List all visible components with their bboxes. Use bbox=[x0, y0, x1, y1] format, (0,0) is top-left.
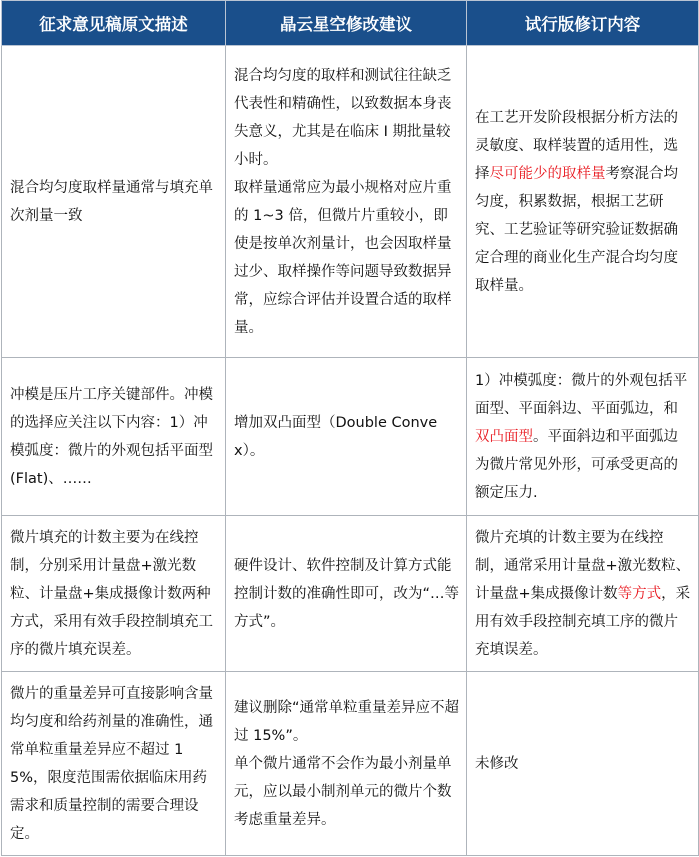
revision-cell bbox=[467, 46, 699, 358]
table-row bbox=[2, 672, 699, 856]
revision-highlight: 尽可能少的取样量 bbox=[489, 165, 606, 182]
suggestion-paragraph: 混合均匀度的取样和测试往往缺乏代表性和精确性，以致数据本身丧失意义，尤其是在临床 I 期批量较小时。 bbox=[234, 67, 452, 168]
revision-text: 未修改 bbox=[475, 755, 519, 772]
suggestion-cell bbox=[226, 46, 467, 358]
comparison-table bbox=[1, 0, 699, 856]
suggestion-paragraph: 建议删除“通常单粒重量差异应不超过 15%”。 bbox=[234, 699, 460, 744]
header-original-description: 征求意见稿原文描述 bbox=[2, 1, 226, 46]
header-suggestion: 晶云星空修改建议 bbox=[226, 1, 467, 46]
suggestion-paragraph: 单个微片通常不会作为最小剂量单元，应以最小制剂单元的微片个数考虑重量差异。 bbox=[234, 755, 452, 828]
original-cell bbox=[2, 46, 226, 358]
table-row bbox=[2, 358, 699, 516]
revision-text: 微片充填的计数主要为在线控制，通常采用计量盘+激光数粒、计量盘+集成摄像计数 bbox=[475, 529, 691, 602]
suggestion-paragraph: 硬件设计、软件控制及计算方式能控制计数的准确性即可，改为“…等方式”。 bbox=[234, 557, 460, 630]
revision-highlight: 双凸面型 bbox=[475, 428, 533, 445]
original-text: 微片填充的计数主要为在线控制，分别采用计量盘+激光数粒、计量盘+集成摄像计数两种方式，采用有效手段控制填充工序的微片填充误差。 bbox=[10, 529, 213, 658]
revision-text: 在工艺开发阶段根据分析方法的灵敏度、取样装置的适用性，选择 bbox=[475, 109, 678, 182]
revision-text: ，采用有效手段控制充填工序的微片充填误差。 bbox=[475, 585, 691, 658]
revision-cell bbox=[467, 358, 699, 516]
revision-text: 考察混合均匀度，积累数据，根据工艺研究、工艺验证等研究验证数据确定合理的商业化生产混合均匀度取样量。 bbox=[475, 165, 678, 294]
original-cell bbox=[2, 672, 226, 856]
suggestion-cell bbox=[226, 516, 467, 672]
revision-highlight: 等方式 bbox=[617, 585, 662, 602]
original-text: 微片的重量差异可直接影响含量均匀度和给药剂量的准确性，通常单粒重量差异应不超过 15%，限度范围需依据临床用药需求和质量控制的需要合理设定。 bbox=[10, 685, 213, 842]
original-text: 混合均匀度取样量通常与填充单次剂量一致 bbox=[10, 179, 213, 224]
suggestion-paragraph: 取样量通常应为最小规格对应片重的 1~3 倍，但微片片重较小，即使是按单次剂量计，也会因取样量过少、取样操作等问题导致数据异常，应综合评估并设置合适的取样量。 bbox=[234, 179, 452, 336]
original-cell bbox=[2, 358, 226, 516]
table-row bbox=[2, 46, 699, 358]
original-text: 冲模是压片工序关键部件。冲模的选择应关注以下内容：1）冲模弧度：微片的外观包括平面型(Flat)、…… bbox=[10, 386, 213, 487]
revision-cell bbox=[467, 672, 699, 856]
table-row bbox=[2, 516, 699, 672]
revision-cell bbox=[467, 516, 699, 672]
revision-text: 。平面斜边和平面弧边为微片常见外形，可承受更高的额定压力. bbox=[475, 428, 678, 501]
suggestion-paragraph: 增加双凸面型（Double Convex）。 bbox=[234, 414, 438, 459]
original-cell bbox=[2, 516, 226, 672]
revision-text: 1）冲模弧度：微片的外观包括平面型、平面斜边、平面弧边，和 bbox=[475, 372, 688, 417]
suggestion-cell bbox=[226, 358, 467, 516]
header-revision: 试行版修订内容 bbox=[467, 1, 699, 46]
table-header-row bbox=[2, 1, 699, 46]
suggestion-cell bbox=[226, 672, 467, 856]
